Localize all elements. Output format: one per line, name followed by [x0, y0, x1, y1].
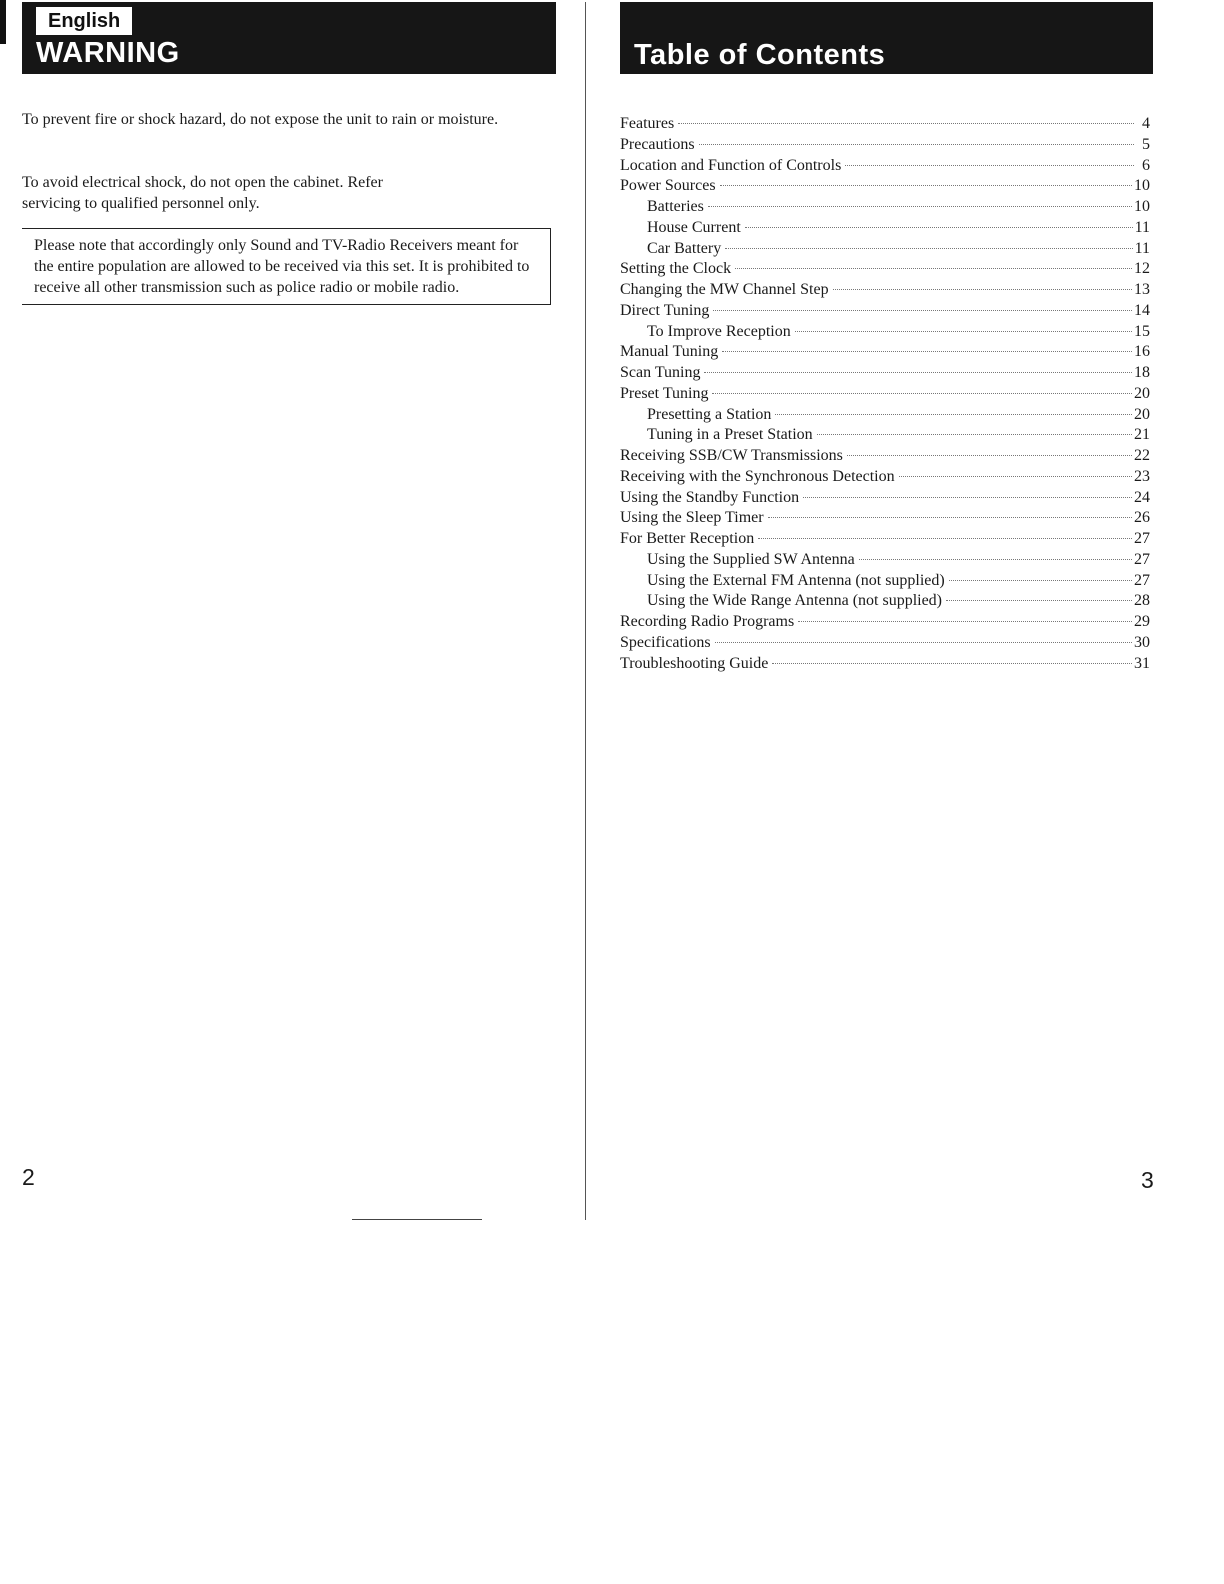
toc-entry-page: 20 [1134, 405, 1150, 423]
leader-dots [678, 123, 1134, 124]
toc-entry-title: Tuning in a Preset Station [647, 426, 813, 444]
toc-entry-title: Features [620, 115, 675, 132]
toc-entry-setting-clock[interactable] [620, 259, 1150, 280]
toc-entry-direct-tuning[interactable] [620, 301, 1150, 322]
toc-entry-page: 31 [1134, 654, 1150, 672]
toc-title: Table of Contents [634, 39, 886, 71]
leader-dots [817, 434, 1132, 435]
toc-entry-page: 16 [1134, 343, 1150, 361]
leader-dots [946, 600, 1132, 601]
toc-entry-page: 14 [1134, 301, 1150, 319]
toc-entry-page: 13 [1134, 281, 1150, 298]
page-number-left: 2 [22, 1164, 35, 1190]
leader-dots [795, 331, 1132, 332]
page-number-right: 3 [1141, 1167, 1154, 1193]
toc-entry-features[interactable] [620, 114, 1150, 135]
reception-notice-box: Please note that accordingly only Sound and TV-Radio Receivers meant for the entire population are allowed to be received via this set. It is prohibited to receive all other transmission such as police radio or mobile radio. [22, 228, 551, 305]
leader-dots [772, 663, 1132, 664]
toc-entry-title: Receiving with the Synchronous Detection [620, 467, 895, 485]
leader-dots [845, 165, 1134, 166]
toc-entry-mw-channel-step[interactable] [620, 280, 1150, 301]
toc-entry-title: Setting the Clock [620, 260, 732, 278]
toc-entry-title: Using the Sleep Timer [620, 509, 764, 527]
toc-entry-title: Presetting a Station [647, 405, 772, 423]
toc-entry-synchronous-detection[interactable] [620, 467, 1150, 488]
scan-rule [352, 1219, 482, 1220]
toc-entry-manual-tuning[interactable] [620, 342, 1150, 363]
toc-entry-page: 23 [1134, 467, 1150, 485]
toc-entry-page: 27 [1134, 530, 1150, 547]
leader-dots [758, 538, 1132, 539]
toc-entry-page: 21 [1134, 426, 1150, 444]
toc-entry-page: 20 [1134, 384, 1150, 402]
toc-entry-page: 28 [1134, 592, 1150, 610]
toc-entry-page: 5 [1142, 135, 1150, 153]
warning-header-bar [22, 2, 556, 74]
toc-entry-title: Using the Standby Function [620, 488, 800, 506]
toc-entry-page: 12 [1134, 260, 1150, 278]
toc-entry-ssb-cw[interactable] [620, 446, 1150, 467]
toc-entry-supplied-sw-antenna[interactable] [620, 550, 1150, 571]
toc-entry-precautions[interactable] [620, 135, 1150, 156]
toc-entry-house-current[interactable] [620, 218, 1150, 239]
toc-entry-title: Using the Supplied SW Antenna [647, 550, 855, 568]
toc-entry-page: 24 [1134, 488, 1150, 506]
leader-dots [735, 268, 1132, 269]
toc-entry-recording-radio[interactable] [620, 612, 1150, 633]
language-tag: English [36, 7, 132, 35]
leader-dots [715, 642, 1132, 643]
toc-entry-page: 10 [1134, 177, 1150, 195]
toc-entry-title: Preset Tuning [620, 384, 709, 402]
toc-entry-title: For Better Reception [620, 530, 755, 547]
toc-entry-page: 26 [1134, 509, 1150, 527]
toc-entry-preset-tuning[interactable] [620, 384, 1150, 405]
toc-entry-page: 4 [1142, 115, 1150, 132]
toc-entry-car-battery[interactable] [620, 239, 1150, 260]
toc-entry-title: Car Battery [647, 239, 722, 257]
toc-entry-title: Recording Radio Programs [620, 613, 795, 630]
toc-entry-title: Location and Function of Controls [620, 156, 842, 174]
shock-warning: To avoid electrical shock, do not open the cabinet. Refer servicing to qualified personnel only. [22, 174, 383, 212]
toc-entry-sleep-timer[interactable] [620, 508, 1150, 529]
leader-dots [899, 476, 1132, 477]
leader-dots [803, 497, 1132, 498]
toc-header-bar [620, 2, 1153, 74]
warning-title: WARNING [36, 37, 180, 69]
leader-dots [699, 144, 1134, 145]
toc-entry-title: House Current [647, 218, 741, 236]
leader-dots [745, 227, 1133, 228]
toc-entry-page: 11 [1134, 239, 1150, 257]
toc-entry-improve-reception[interactable] [620, 322, 1150, 343]
toc-entry-page: 30 [1134, 633, 1150, 651]
toc-entry-power-sources[interactable] [620, 176, 1150, 197]
toc-entry-page: 11 [1134, 218, 1150, 236]
leader-dots [712, 393, 1132, 394]
leader-dots [775, 414, 1132, 415]
toc-entry-title: Specifications [620, 633, 711, 651]
toc-entry-tuning-preset-station[interactable] [620, 425, 1150, 446]
toc-entry-title: Using the Wide Range Antenna (not supplied) [647, 592, 943, 610]
leader-dots [833, 289, 1132, 290]
toc-entry-batteries[interactable] [620, 197, 1150, 218]
toc-entry-page: 10 [1134, 198, 1150, 215]
toc-entry-title: Direct Tuning [620, 301, 710, 319]
leader-dots [847, 455, 1132, 456]
toc-entry-title: Receiving SSB/CW Transmissions [620, 447, 843, 464]
toc-entry-page: 29 [1134, 613, 1150, 630]
toc-entry-title: Batteries [647, 198, 704, 215]
table-of-contents [620, 114, 1150, 674]
leader-dots [798, 621, 1132, 622]
toc-entry-page: 18 [1134, 364, 1150, 381]
leader-dots [768, 517, 1132, 518]
toc-entry-scan-tuning[interactable] [620, 363, 1150, 384]
toc-entry-title: Changing the MW Channel Step [620, 281, 829, 298]
toc-entry-standby-function[interactable] [620, 488, 1150, 509]
leader-dots [859, 559, 1132, 560]
leader-dots [708, 206, 1132, 207]
toc-entry-title: To Improve Reception [647, 322, 791, 340]
toc-entry-title: Power Sources [620, 177, 716, 195]
leader-dots [722, 351, 1132, 352]
toc-entry-title: Manual Tuning [620, 343, 719, 361]
leader-dots [704, 372, 1132, 373]
toc-entry-location-controls[interactable] [620, 156, 1150, 177]
toc-entry-title: Precautions [620, 135, 695, 153]
toc-entry-troubleshooting[interactable] [620, 654, 1150, 675]
toc-entry-page: 22 [1134, 447, 1150, 464]
toc-entry-title: Scan Tuning [620, 364, 701, 381]
toc-entry-page: 27 [1134, 571, 1150, 589]
toc-entry-page: 15 [1134, 322, 1150, 340]
toc-entry-external-fm-antenna[interactable] [620, 571, 1150, 592]
toc-entry-title: Troubleshooting Guide [620, 654, 769, 672]
toc-entry-wide-range-antenna[interactable] [620, 591, 1150, 612]
toc-entry-page: 6 [1142, 156, 1150, 174]
leader-dots [720, 185, 1132, 186]
fire-hazard-warning: To prevent fire or shock hazard, do not expose the unit to rain or moisture. [22, 111, 499, 128]
toc-entry-presetting-station[interactable] [620, 405, 1150, 426]
page-edge-mark [0, 0, 6, 44]
toc-entry-specifications[interactable] [620, 633, 1150, 654]
toc-entry-page: 27 [1134, 550, 1150, 568]
toc-entry-better-reception[interactable] [620, 529, 1150, 550]
page-divider [585, 2, 586, 1220]
leader-dots [713, 310, 1132, 311]
leader-dots [949, 580, 1132, 581]
toc-entry-title: Using the External FM Antenna (not supplied) [647, 571, 945, 589]
leader-dots [725, 248, 1132, 249]
